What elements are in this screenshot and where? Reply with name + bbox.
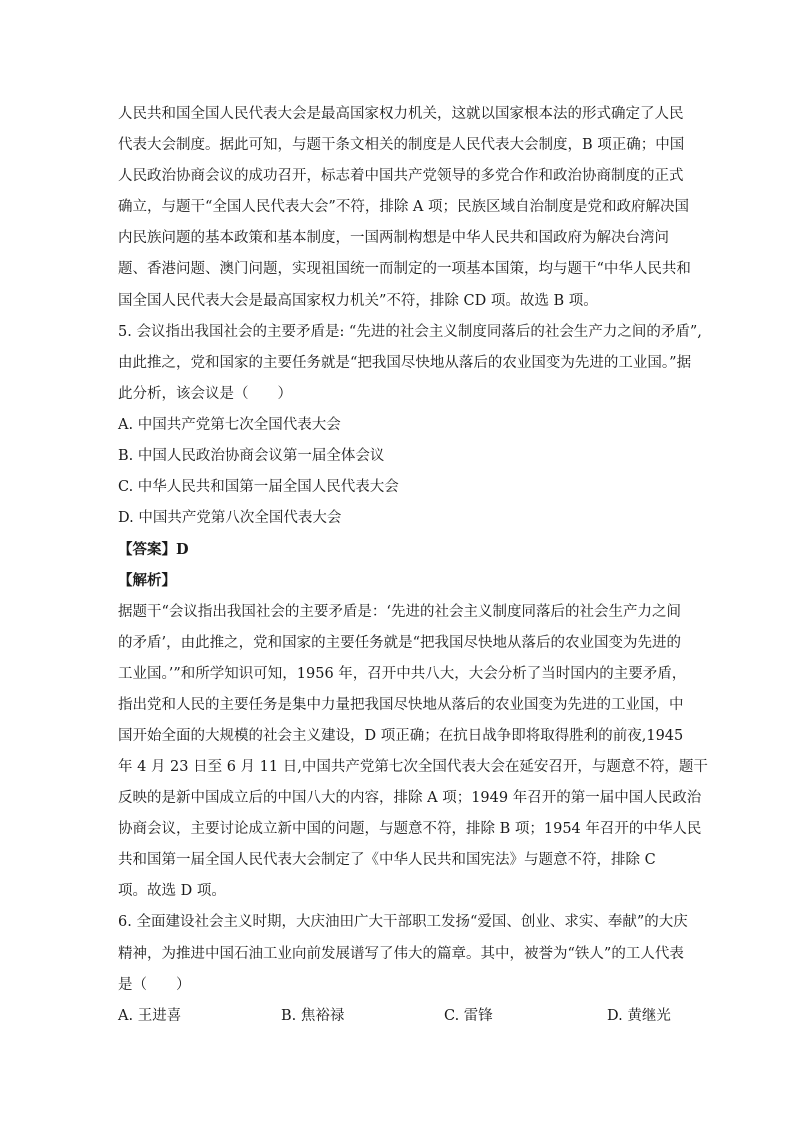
analysis-line: 工业国。’”和所学知识可知，1956 年，召开中共八大，大会分析了当时国内的主要矛盾， [118, 665, 687, 682]
text-line: 题、香港问题、澳门问题，实现祖国统一而制定的一项基本国策，均与题干“中华人民共和 [118, 261, 691, 278]
analysis-line: 反映的是新中国成立后的中国八大的内容，排除 A 项；1949 年召开的第一届中国人民政治 [118, 790, 702, 807]
option-c: C. 雷锋 [444, 1007, 493, 1024]
question-stem-line: 由此推之，党和国家的主要任务就是“把我国尽快地从落后的农业国变为先进的工业国。”据 [118, 354, 692, 371]
text-line: 代表大会制度。据此可知，与题干条文相关的制度是人民代表大会制度，B 项正确；中国 [118, 137, 685, 154]
analysis-line: 共和国第一届全国人民代表大会制定了《中华人民共和国宪法》与题意不符，排除 C [118, 852, 656, 869]
option-c: C. 中华人民共和国第一届全国人民代表大会 [118, 479, 399, 496]
document-page [118, 99, 708, 1032]
options-row [118, 1001, 678, 1032]
question-stem-line: 5. 会议指出我国社会的主要矛盾是: “先进的社会主义制度同落后的社会生产力之间的矛盾”, [118, 323, 702, 340]
analysis-line: 据题干“会议指出我国社会的主要矛盾是：‘先进的社会主义制度同落后的社会生产力之间 [118, 603, 682, 620]
answer-label: 【答案】D [118, 541, 189, 559]
option-a: A. 中国共产党第七次全国代表大会 [118, 416, 341, 433]
analysis-heading: 【解析】 [118, 572, 176, 590]
question-stem-line: 此分析，该会议是（ ） [118, 385, 292, 402]
text-line: 人民共和国全国人民代表大会是最高国家权力机关，这就以国家根本法的形式确定了人民 [118, 106, 684, 122]
analysis-line: 的矛盾’，由此推之，党和国家的主要任务就是“把我国尽快地从落后的农业国变为先进的 [118, 634, 682, 651]
analysis-line: 项。故选 D 项。 [118, 883, 226, 900]
question-5 [118, 317, 708, 908]
analysis-line: 国开始全面的大规模的社会主义建设，D 项正确；在抗日战争即将取得胜利的前夜,1945 [118, 727, 684, 744]
question-6 [118, 907, 688, 1031]
question-stem-line: 精神，为推进中国石油工业向前发展谱写了伟大的篇章。其中，被誉为“铁人”的工人代表 [118, 945, 684, 962]
option-a: A. 王进喜 [118, 1007, 182, 1024]
text-line: 内民族问题的基本政策和基本制度，一国两制构想是中华人民共和国政府为解决台湾问 [118, 230, 669, 247]
text-line: 国全国人民代表大会是最高国家权力机关”不符，排除 CD 项。故选 B 项。 [118, 292, 598, 309]
option-b: B. 中国人民政治协商会议第一届全体会议 [118, 448, 385, 465]
analysis-line: 指出党和人民的主要任务是集中力量把我国尽快地从落后的农业国变为先进的工业国，中 [118, 696, 684, 713]
option-d: D. 中国共产党第八次全国代表大会 [118, 510, 342, 527]
previous-answer-analysis [118, 99, 691, 317]
question-stem-line: 是（ ） [118, 976, 191, 993]
analysis-line: 协商会议，主要讨论成立新中国的问题，与题意不符，排除 B 项；1954 年召开的中华人民 [118, 821, 702, 838]
option-b: B. 焦裕禄 [281, 1007, 345, 1024]
analysis-line: 年 4 月 23 日至 6 月 11 日,中国共产党第七次全国代表大会在延安召开，与题意不符，题干 [118, 758, 708, 775]
question-stem-line: 6. 全面建设社会主义时期，大庆油田广大干部职工发扬“爱国、创业、求实、奉献”的大庆 [118, 914, 688, 931]
text-line: 确立，与题干“全国人民代表大会”不符，排除 A 项；民族区域自治制度是党和政府解决国 [118, 199, 690, 216]
option-d: D. 黄继光 [607, 1007, 671, 1024]
text-line: 人民政治协商会议的成功召开，标志着中国共产党领导的多党合作和政治协商制度的正式 [118, 168, 684, 185]
